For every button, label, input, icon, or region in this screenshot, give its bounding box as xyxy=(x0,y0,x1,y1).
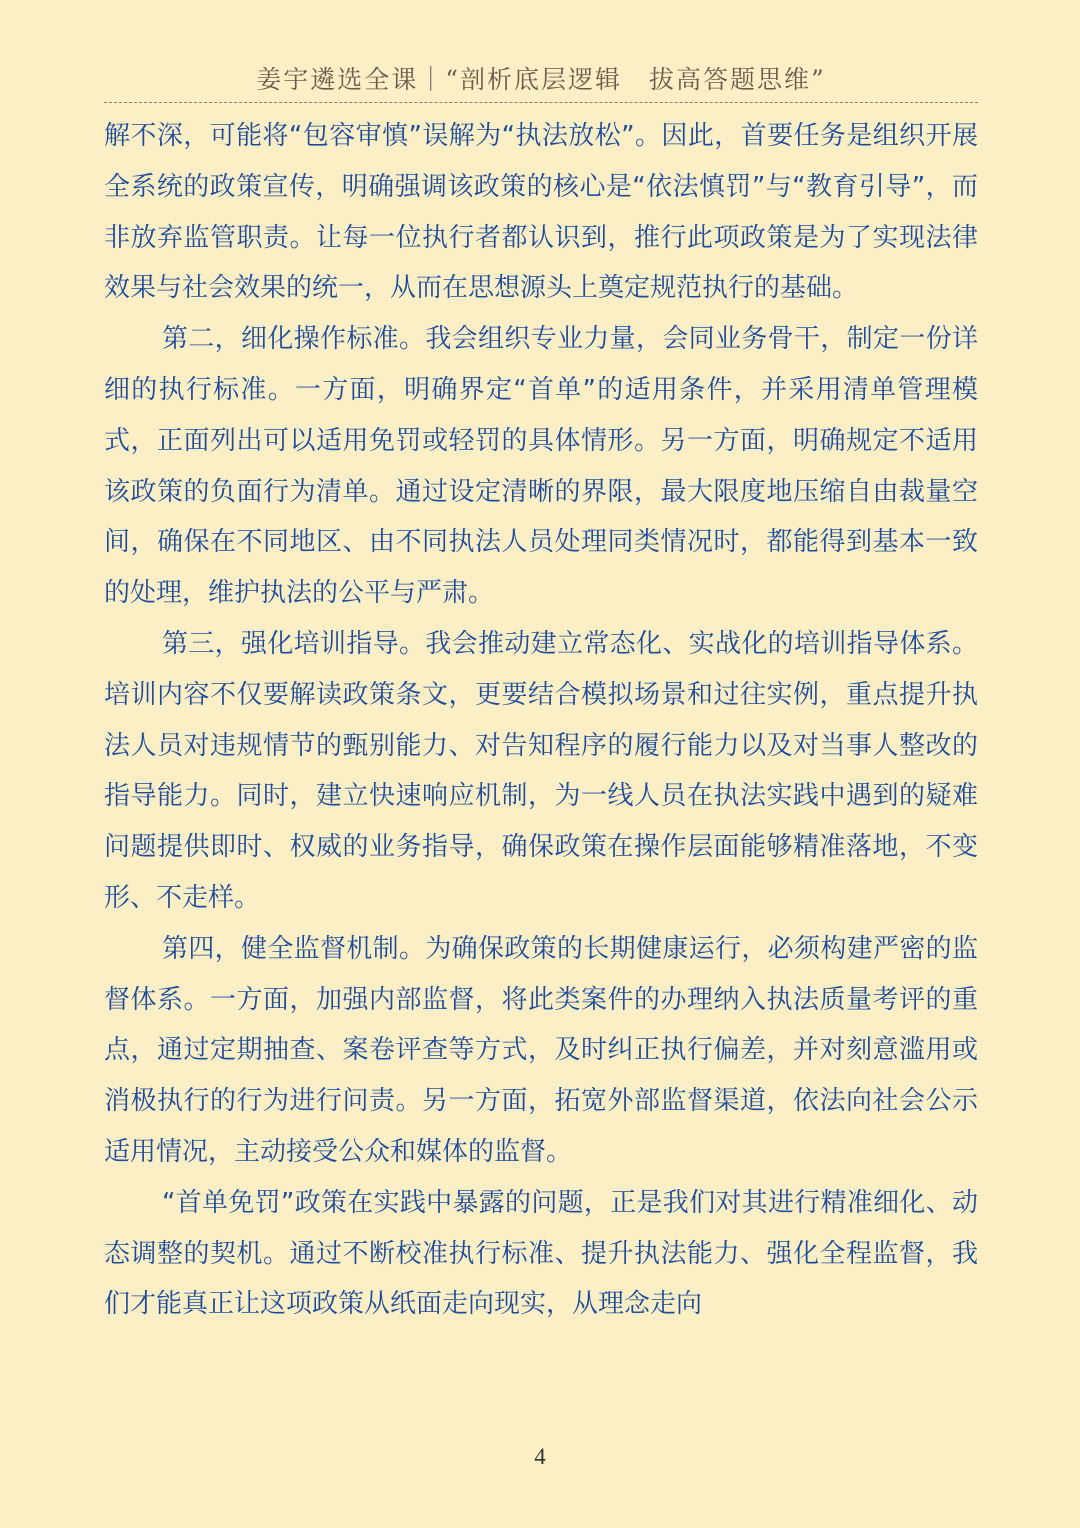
paragraph-second-point: 第二，细化操作标准。我会组织专业力量，会同业务骨干，制定一份详细的执行标准。一方面，明确界定“首单”的适用条件，并采用清单管理模式，正面列出可以适用免罚或轻罚的具体情形。另一方面，明确规定不适用该政策的负面行为清单。通过设定清晰的界限，最大限度地压缩自由裁量空间，确保在不同地区、由不同执法人员处理同类情况时，都能得到基本一致的处理，维护执法的公平与严肃。 xyxy=(104,324,978,609)
page-number: 4 xyxy=(534,1444,546,1469)
running-header: 姜宇遴选全课｜“剖析底层逻辑 拔高答题思维” xyxy=(256,65,826,94)
paragraph-conclusion: “首单免罚”政策在实践中暴露的问题，正是我们对其进行精准细化、动态调整的契机。通过不断校准执行标准、提升执法能力、强化全程监督，我们才能真正让这项政策从纸面走向现实，从理念走向 xyxy=(104,1187,978,1320)
paragraph-fourth-point: 第四，健全监督机制。为确保政策的长期健康运行，必须构建严密的监督体系。一方面，加强内部监督，将此类案件的办理纳入执法质量考评的重点，通过定期抽查、案卷评查等方式，及时纠正执行偏差，并对刻意滥用或消极执行的行为进行问责。另一方面，拓宽外部监督渠道，依法向社会公示适用情况，主动接受公众和媒体的监督。 xyxy=(104,933,978,1167)
header-divider xyxy=(104,102,978,103)
paragraph-continuation: 解不深，可能将“包容审慎”误解为“执法放松”。因此，首要任务是组织开展全系统的政策宣传，明确强调该政策的核心是“依法慎罚”与“教育引导”，而非放弃监管职责。让每一位执行者都认识到，推行此项政策是为了实现法律效果与社会效果的统一，从而在思想源头上奠定规范执行的基础。 xyxy=(104,121,978,304)
body-text xyxy=(104,111,978,1330)
paragraph-third-point: 第三，强化培训指导。我会推动建立常态化、实战化的培训指导体系。培训内容不仅要解读政策条文，更要结合模拟场景和过往实例，重点提升执法人员对违规情节的甄别能力、对告知程序的履行能力以及对当事人整改的指导能力。同时，建立快速响应机制，为一线人员在执法实践中遇到的疑难问题提供即时、权威的业务指导，确保政策在操作层面能够精准落地，不变形、不走样。 xyxy=(104,628,978,913)
